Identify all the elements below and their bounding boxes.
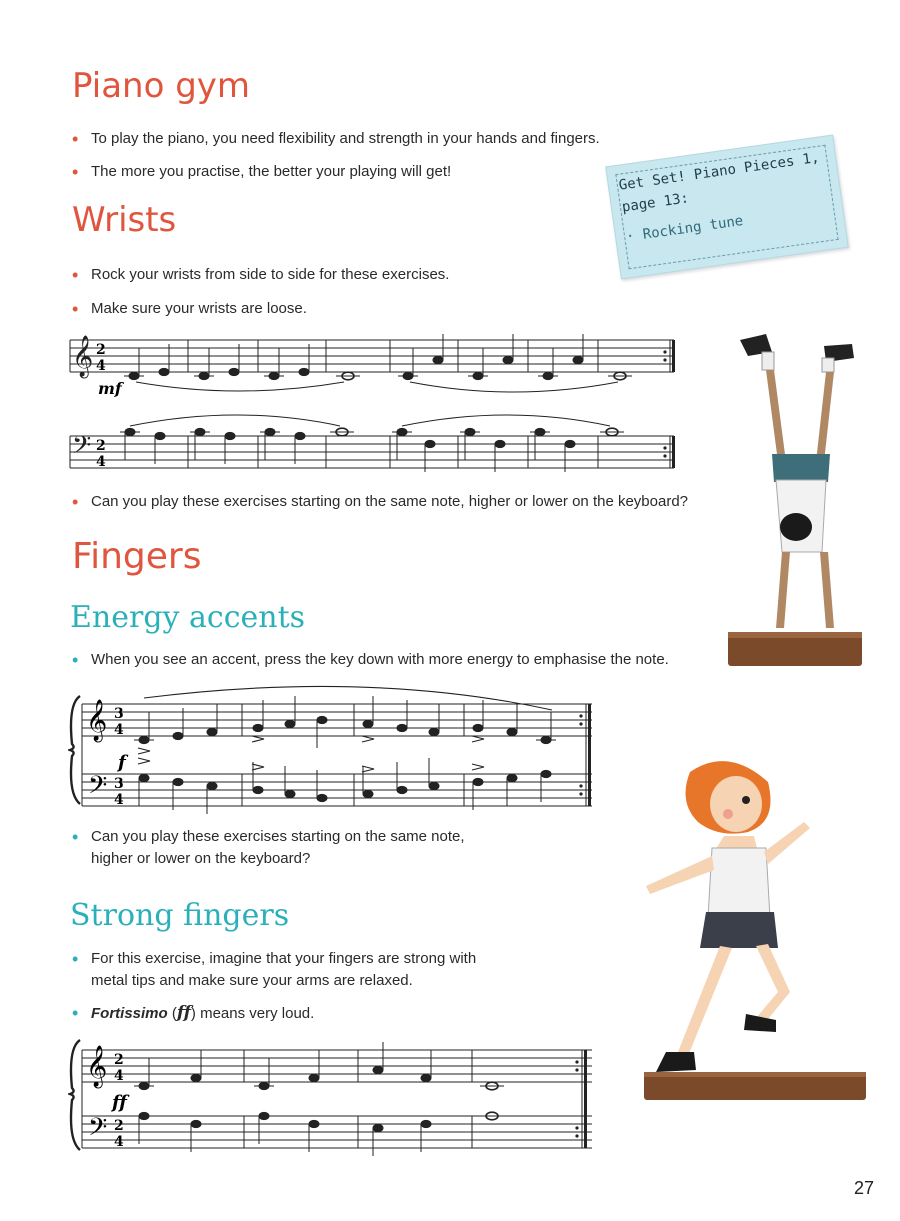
svg-text:4: 4 [114,1134,124,1150]
svg-text:4: 4 [114,792,124,808]
term-fortissimo: Fortissimo [91,1005,168,1022]
bullet-gym-2: • The more you practise, the better your playing will get! [72,162,452,182]
bullet-strong-1: • For this exercise, imagine that your fingers are strong with metal tips and make sure your arms are relaxed. [72,949,477,989]
bullet-accents-1: • When you see an accent, press the key down with more energy to emphasise the note. [72,650,669,670]
symbol-ff: ff [176,1003,191,1023]
dynamic-f: f [118,752,126,773]
treble-clef-icon: 𝄞 [72,336,94,377]
heading-wrists: Wrists [72,200,177,240]
heading-piano-gym: Piano gym [72,66,251,106]
svg-text:2: 2 [96,342,106,358]
svg-text:3: 3 [114,776,124,792]
bass-clef-icon: 𝄢 [72,431,92,466]
bullet-accents-2: • Can you play these exercises starting on the same note, higher or lower on the keyboard? [72,827,465,867]
svg-text:4: 4 [114,1068,124,1084]
strong-fingers-grand-staff [68,1030,598,1160]
girl-balancing-illustration [628,752,868,1112]
heading-strong-fingers: Strong fingers [70,898,290,933]
bullet-strong-2: • Fortissimo (ff) means very loud. [72,1003,315,1023]
svg-text:4: 4 [114,722,124,738]
bullet-wrists-1: • Rock your wrists from side to side for these exercises. [72,265,450,285]
bullet-wrists-2: • Make sure your wrists are loose. [72,299,307,319]
svg-text:2: 2 [114,1118,124,1134]
note-card-title: Get Set! Piano Pieces 1, [617,149,821,194]
bass-clef-icon: 𝄢 [88,1113,108,1148]
wrists-treble-staff [68,330,680,400]
bass-clef-icon: 𝄢 [88,771,108,806]
bullet-gym-1: • To play the piano, you need flexibility and strength in your hands and fingers. [72,129,600,149]
svg-text:2: 2 [96,438,106,454]
treble-clef-icon: 𝄞 [86,1046,108,1087]
svg-text:4: 4 [96,454,106,470]
heading-fingers: Fingers [72,536,202,577]
energy-accents-grand-staff [68,684,598,814]
bullet-wrists-3: • Can you play these exercises starting on the same note, higher or lower on the keyboard? [72,492,689,512]
note-card-page: page 13: [620,190,690,216]
dynamic-ff: ff [112,1092,127,1113]
svg-text:4: 4 [96,358,106,374]
page-number: 27 [853,1178,874,1198]
treble-clef-icon: 𝄞 [86,700,108,741]
handstand-boy-illustration [726,322,866,672]
dynamic-mf: mf [98,379,122,398]
note-card-item: · Rocking tune [625,212,745,246]
reference-note-card [605,135,849,280]
svg-text:2: 2 [114,1052,124,1068]
bullet-dot: • [72,129,79,149]
svg-text:3: 3 [114,706,124,722]
heading-energy-accents: Energy accents [70,600,306,635]
wrists-bass-staff [68,410,680,480]
